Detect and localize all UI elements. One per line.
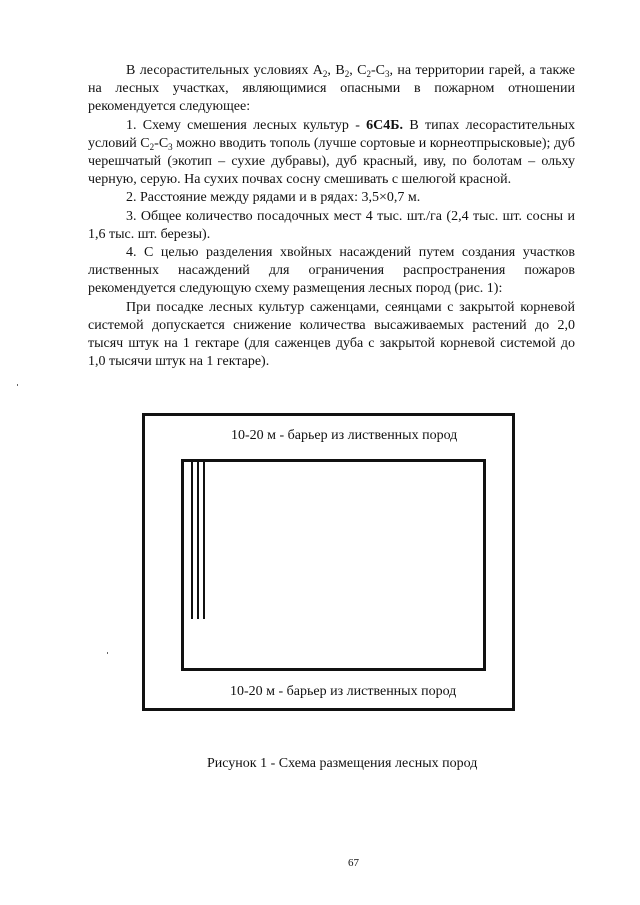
paragraph-item-3: 3. Общее количество посадочных мест 4 тыс. шт./га (2,4 тыс. шт. сосны и 1,6 тыс. шт. березы).: [88, 208, 575, 242]
scan-speck: [17, 384, 18, 386]
figure-top-label: 10-20 м - барьер из лиственных пород: [231, 428, 458, 443]
page-number: 67: [348, 857, 359, 869]
tree-row-line: [191, 462, 193, 619]
body-text: [88, 62, 575, 371]
paragraph-item-1: 1. Схему смешения лесных культур - 6С4Б. В типах лесорастительных условий $С_2-С_3$ можно вводить тополь (лучше сортовые и корнеотпрысковые); дуб черешчатый (экотип – сухие дубравы), дуб красный, иву, по болотам – ольху черную, серую. На сухих почвах сосну смешивать с шелюгой красной.: [88, 117, 576, 188]
scan-speck: [107, 652, 108, 654]
tree-row-line: [203, 462, 205, 619]
paragraph-item-2: 2. Расстояние между рядами и в рядах: 3,5×0,7 м.: [126, 190, 421, 206]
figure-inner-frame: [181, 459, 486, 671]
mix-scheme-formula: 6С4Б.: [366, 117, 404, 133]
paragraph-item-4: 4. С целью разделения хвойных насаждений путем создания участков лиственных насаждений для ограничения распространения пожаров рекомендуется следующую схему размещения лесных пород (рис. 1):: [88, 245, 575, 297]
figure-bottom-label: 10-20 м - барьер из лиственных пород: [230, 684, 457, 699]
paragraph-conditions: В лесорастительных условиях $А_2$, $В_2$, $С_2-С_3$, на территории гарей, а также на лесных участках, являющимися опасными в пожарном отношении рекомендуется следующее:: [88, 63, 575, 115]
paragraph-planting-note: При посадке лесных культур саженцами, сеянцами с закрытой корневой системой допускается снижение количества высаживаемых растений до 2,0 тысяч штук на 1 гектаре (для саженцев дуба с закрытой корневой системой до 1,0 тысячи штук на 1 гектаре).: [88, 299, 575, 370]
figure-caption: Рисунок 1 - Схема размещения лесных пород: [207, 756, 478, 771]
tree-row-line: [197, 462, 199, 619]
